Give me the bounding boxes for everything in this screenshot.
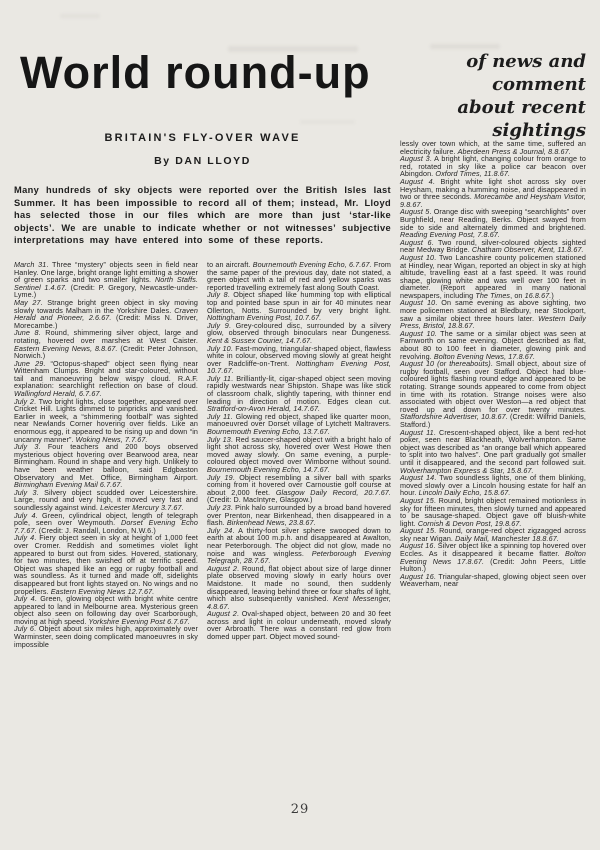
entry-emphasis-text: Eastern Evening News, 8.8.67. [14, 343, 118, 353]
sighting-entry [207, 375, 391, 413]
entry-emphasis-text: July 13 [207, 434, 231, 444]
entry-emphasis-text: March 31 [14, 259, 47, 269]
entry-emphasis-text: Nottingham Evening Post, 10.7.67. [207, 358, 391, 376]
entry-text: . Fast-moving, triangular-shaped object, flawless white in colour, observed moving slowly at great height over Radcliffe-on-Trent. [207, 343, 391, 368]
entry-emphasis-text: August 6 [400, 237, 432, 247]
entry-emphasis-text: July 11 [207, 373, 231, 383]
entry-text: . Two bright lights, close together, appeared over Cricket Hill. Lights dimmed to pinpricks and vanished. Earlier in week, a “shimmering football” was sighted near Newlands Corner hovering over fields. Like an enormous egg, it appeared to be rising up and down “in uncanny manner”. [14, 396, 198, 444]
entry-text: . Object about six miles high, approximately over Warminster, seen doing complicated manoeuvres in sky impossible [14, 624, 198, 649]
sighting-entry [400, 429, 586, 475]
entry-emphasis-text: North Staffs. Sentinel 1.4.67. [14, 275, 199, 292]
sighting-entry [400, 239, 586, 254]
entry-emphasis-text: August 15 [400, 495, 434, 505]
entry-text: . Small object, about size of rugby football, seen over Stafford. Object had blue-coloured lights flashing round edge and appeared to be rotating. Strange sounds appeared to come from object in time with its rotation. Strange noises were also associated with object over Weston—a red object that roved up and down for over twenty minutes. [400, 359, 586, 414]
entry-text: . Crescent-shaped object, like a bent red-hot poker, seen near Blackheath, Wolverhampton. Same object was described as “an orange ball which appeared to split into two halves”. One part gradually got smaller until it disappeared, and the second part followed suit. [400, 427, 586, 467]
entry-text: . Four teachers and 200 boys observed mysterious object hovering over Bearwood area, near Birmingham. Round in shape and very high. Unlikely to have been weather balloon, said Edgbaston Observatory and Met. Office, Birmingham Airport. [14, 442, 198, 482]
entry-emphasis-text: July 4 [14, 510, 36, 520]
masthead-subtitle [386, 50, 586, 142]
sighting-entry [207, 436, 391, 474]
entry-emphasis-text: August 10 [400, 252, 435, 262]
sighting-entry [14, 489, 198, 512]
subtitle-line-2: about recent sightings [457, 97, 586, 141]
entry-emphasis-text: Bournemouth Evening Echo, 6.7.67. [252, 259, 372, 269]
entry-text: . Glowing red object, shaped like quarter moon, manoeuvred over Dorset village of Lytchett Maltravers. [207, 411, 391, 429]
text-column-2 [207, 261, 391, 648]
entry-emphasis-text: Wallingford Herald, 6.7.67. [14, 389, 102, 399]
entry-emphasis-text: Western Daily Press, Bristol, 18.8.67. [400, 313, 586, 331]
sighting-entry [14, 443, 198, 489]
entry-text: ) [551, 290, 554, 300]
entry-emphasis-text: August 10 (or thereabouts) [400, 359, 491, 369]
sighting-entry [400, 178, 586, 208]
entry-emphasis-text: Wolverhampton Express & Star, 15.8.67. [400, 465, 534, 475]
sighting-entry [14, 329, 198, 359]
sighting-entry [207, 345, 391, 375]
entry-emphasis-text: Glasgow Daily Record, 20.7.67. [275, 487, 392, 497]
entry-text: . Silvery object scudded over Leicestershire. Large, round and very high, it moved very fast and soundlessly against wind. [14, 487, 198, 512]
sighting-entry [400, 527, 586, 542]
entry-emphasis-text: Chatham Observer, Kent, 11.8.67. [471, 245, 584, 255]
entry-emphasis-text: Bournemouth Evening Echo, 13.7.67. [207, 427, 330, 437]
entry-text: . Round, bright object remained motionless in sky for fifteen minutes, then slowly turned and appeared to be sausage-shaped. Object gave off bluish-white light. [400, 495, 586, 528]
sighting-entry [400, 360, 586, 428]
text-column-3 [400, 140, 586, 648]
entry-emphasis-text: July 10 [207, 343, 231, 353]
text-column-1 [14, 261, 198, 648]
sighting-entry [14, 512, 198, 535]
entry-emphasis-text: August 2 [207, 609, 237, 619]
entry-emphasis-text: The Times [475, 290, 511, 300]
entry-emphasis-text: August 4 [400, 176, 433, 186]
sighting-entry [207, 261, 391, 291]
entry-emphasis-text: Leicester Mercury 3.7.67. [100, 502, 184, 512]
entry-text: . Red saucer-shaped object with a bright halo of light shot across sky, hovered over West Howe then moved away slowly. On same evening, a purple-coloured object moved over Wimborne without sound. [207, 434, 391, 467]
sighting-entry [400, 330, 586, 360]
sighting-entry [207, 413, 391, 436]
entry-text: . Round, orange-red object zigzagged across sky near Wigan. [400, 526, 586, 543]
entry-emphasis-text: Oxford Times, 11.8.67. [435, 169, 511, 179]
entry-emphasis-text: Reading Evening Post, 7.8.67. [400, 230, 500, 240]
entry-emphasis-text: July 3 [14, 487, 37, 497]
entry-emphasis-text: Morecambe and Heysham Visitor, 9.8.67. [400, 192, 586, 209]
entry-text: . Object shaped like humming top with elliptical top and pointed base spun in air for 40 minutes near Ollerton, Notts. Surrounded by very bright light. [207, 290, 391, 315]
entry-emphasis-text: Eastern Evening News 12.7.67. [50, 586, 155, 596]
entry-text: . Triangular-shaped, glowing object seen over Weaverham, near [400, 571, 586, 589]
entry-emphasis-text: July 4 [14, 594, 35, 604]
entry-emphasis-text: Kent & Sussex Courier, 14.7.67. [207, 335, 313, 345]
entry-text: . Round, shimmering silver object, large and rotating, hovered over marshes at West Caister. [14, 328, 198, 345]
entry-emphasis-text: July 11 [207, 411, 231, 421]
entry-emphasis-text: July 2 [14, 396, 34, 406]
sighting-entry [14, 299, 198, 329]
entry-emphasis-text: Cornish & Devon Post, 19.8.67. [417, 518, 522, 528]
entry-emphasis-text: August 2 [207, 563, 238, 573]
article-headline: BRITAIN'S FLY-OVER WAVE [104, 132, 301, 144]
entry-emphasis-text: Aberdeen Press & Journal, 8.8.67. [457, 146, 571, 156]
entry-text: . Round, flat object about size of large dinner plate observed moving slowly in early hours over Maidstone. It made no sound, then suddenly disappeared, leaving behind three or four shafts of light, which also subsequently vanished. [207, 563, 392, 604]
sighting-entry [400, 497, 586, 527]
sighting-entry [207, 610, 391, 640]
entry-emphasis-text: July 23 [207, 502, 231, 512]
sighting-entry [207, 474, 391, 504]
entry-emphasis-text: July 9 [207, 320, 229, 330]
entry-text: . Green, cylindrical object, length of telegraph pole, seen over Weymouth. [14, 510, 198, 528]
sighting-entry [207, 565, 391, 611]
entry-text: . Bright white light shot across sky over Heysham, making a humming noise, and disappeared in two or three seconds. [400, 176, 586, 202]
entry-emphasis-text: May 27 [14, 297, 41, 307]
entry-emphasis-text: June 29 [14, 358, 44, 368]
sighting-entry [400, 474, 586, 497]
sighting-entry [14, 398, 198, 444]
sighting-entry [400, 155, 586, 178]
entry-text: (Credit: Peter Johnson, Norwich.) [14, 343, 198, 361]
entry-text: . Silver object like a spinning top hovered over Eccles. As it disappeared it became flatter. [400, 541, 586, 559]
sighting-entry [207, 322, 391, 345]
entry-text: . On same evening as above sighting, two more policemen stationed at Bledbury, near Stockport, saw a similar object three hours later. [400, 298, 586, 323]
page-number: 29 [290, 802, 310, 817]
entry-emphasis-text: July 24 [207, 525, 233, 535]
entry-text: to an aircraft. [207, 259, 253, 269]
entry-emphasis-text: Nottingham Evening Post, 10.7.67. [207, 313, 322, 323]
entry-text: . Fiery object seen in sky at height of 1,000 feet over Cromer. Reddish and sometimes violet light appeared to burst out from sides. Hovered, stationary, for two minutes, then swished off at terrific speed. Object was shaped like an egg or rugby football and was soundless. As it turned and made off, sidelights disappeared but front lights stayed on. No wings and no propellers. [14, 533, 198, 596]
entry-text: . Green, glowing object with bright white centre appeared to land in Melbourne area. Mysterious green object also seen on following day over Scarborough, moving at high speed. [14, 594, 198, 626]
sighting-entry [207, 527, 391, 565]
entry-emphasis-text: Peterborough Evening Telegraph, 28.7.67. [207, 548, 392, 566]
entry-text: From the same paper of the previous day, date not stated, a green object with a tail of red and yellow sparks was reported travelling extremely fast along South Coast. [207, 259, 391, 292]
entry-emphasis-text: Bournemouth Evening Echo, 14.7.67. [207, 465, 330, 474]
page-title: World round-up [20, 47, 371, 98]
sighting-entry [400, 208, 586, 238]
entry-text: . “Octopus-shaped” object seen flying near Wittenham Clumps. Bright and star-coloured, without tail and manoeuvring below wispy cloud. R.A.F. explanation: searchlight reflection on base of cloud. [14, 358, 199, 391]
entry-emphasis-text: August 15 [400, 526, 435, 536]
entry-text: (Credit: John Peers, Little Hulton.) [400, 556, 586, 574]
entry-text: . Oval-shaped object, between 20 and 30 feet across and light in colour underneath, moved slowly over Arbroath. There was a constant red glow from domed upper part. Object moved sound- [207, 609, 391, 642]
entry-text: . Brilliantly-lit, cigar-shaped object seen moving rapidly westwards near Shipston. Shape was like stick of classroom chalk, slightly tapering, with thinner end leading in direction of motion. Edges clean cut. [207, 373, 391, 406]
entry-emphasis-text: August 16 [400, 571, 434, 581]
entry-emphasis-text: 16.8.67. [524, 290, 552, 300]
article-body [14, 124, 586, 648]
entry-emphasis-text: August 16 [400, 541, 434, 551]
entry-text: . Two round, silver-coloured objects sighted near Medway Bridge. [400, 237, 587, 255]
entry-emphasis-text: Bolton Evening News, 17.8.67. [433, 351, 536, 361]
sighting-entry [14, 534, 198, 595]
entry-text: . Three “mystery” objects seen in field near Hanley. One large, bright orange light emitting a shower of green sparks and two smaller lights. [14, 259, 198, 285]
entry-text: (Credit: Miss N. Driver, Morecambe.) [14, 313, 198, 330]
entry-emphasis-text: June 8 [14, 328, 39, 338]
entry-text: . Object resembling a silver ball with sparks coming from it hovered over Carnoustie golf course at about 2,000 feet. [207, 472, 391, 497]
entry-text: . A bright light, changing colour from orange to red, rotated in sky like a police car beacon over Abingdon. [400, 154, 587, 179]
sighting-entry [400, 542, 586, 572]
sighting-entry [207, 504, 391, 527]
entry-text: . Pink halo surrounded by a broad band hovered over Prenton, near Birkenhead, then disappeared in a flash. [207, 502, 391, 528]
entry-text: (Credit: Wilfrid Daniels, Stafford.) [400, 412, 586, 429]
entry-emphasis-text: Stratford-on-Avon Herald, 14.7.67. [207, 404, 321, 414]
entry-text: . Grey-coloured disc, surrounded by a silvery glow, observed through binoculars near Dungeness. [207, 320, 391, 338]
left-article-block [14, 124, 391, 648]
entry-emphasis-text: August 10 [400, 328, 435, 338]
entry-text: (Credit: D. MacIntyre, Glasgow.) [207, 495, 313, 505]
entry-emphasis-text: July 3 [14, 442, 39, 452]
entry-text: . Two Lancashire county policemen stationed at Hindley, near Wigan, reported an object in sky at high altitude, travelling east at a fast speed. It was round shape, glowing white and was well over 100 feet in diameter. (Report appeared in many national newspapers, including [400, 252, 586, 300]
sighting-entry [400, 254, 586, 300]
entry-emphasis-text: Yorkshire Evening Post 6.7.67. [88, 616, 190, 626]
entry-text: lessly over town which, at the same time, suffered an electricity failure. [400, 139, 586, 156]
entry-emphasis-text: Bolton Evening News 17.8.67. [400, 549, 586, 566]
entry-emphasis-text: August 10 [400, 298, 436, 308]
two-column-area [14, 261, 391, 648]
sighting-entry [14, 261, 198, 299]
entry-emphasis-text: July 19 [207, 472, 233, 482]
entry-emphasis-text: July 4 [14, 533, 35, 543]
entry-text: , on [510, 290, 525, 300]
entry-emphasis-text: August 5 [400, 207, 430, 217]
entry-text: . Two soundless lights, one of them blinking, moved slowly over a Lincoln housing estate for half an hour. [400, 473, 586, 498]
entry-text: . The same or a similar object was seen at Farnworth on same evening. Object described as flat, about 80 to 100 feet in diameter, glowing pink and revolving. [400, 328, 586, 361]
sighting-entry [400, 573, 586, 588]
entry-emphasis-text: Birkenhead News, 23.8.67. [226, 518, 316, 528]
sighting-entry [14, 625, 198, 648]
entry-emphasis-text: Daily Mail, Manchester 18.8.67. [455, 533, 559, 543]
entry-emphasis-text: Lincoln Daily Echo, 15.8.67. [418, 488, 511, 498]
entry-text: (Credit: J. Randall, London, N.W.6.) [36, 525, 156, 535]
sighting-entry [400, 140, 586, 155]
entry-emphasis-text: Woking News, 7.7.67. [75, 434, 148, 444]
subtitle-line-1: of news and comment [466, 51, 586, 95]
sighting-entry [207, 291, 391, 321]
sighting-entry [14, 360, 198, 398]
entry-emphasis-text: July 6 [14, 624, 35, 634]
sighting-entry [14, 595, 198, 625]
entry-text: . A thirty-foot silver sphere swooped down to earth at about 100 m.p.h. and disappeared at Awalton, near Peterborough. The object did not glow, made no noise and was wingless. [207, 525, 391, 558]
article-byline: By DAN LLOYD [154, 155, 251, 167]
entry-emphasis-text: August 3 [400, 154, 430, 164]
entry-emphasis-text: August 11 [400, 427, 434, 437]
entry-emphasis-text: Dorset Evening Echo 7.7.67. [14, 518, 199, 535]
entry-emphasis-text: Craven Herald and Pioneer, 2.6.67. [14, 305, 198, 323]
entry-emphasis-text: July 8 [207, 290, 228, 300]
entry-text: . Orange disc with sweeping “searchlights” over Burghfield, near Reading, Berks. Object swayed from side to side and alternately dimmed and brightened. [400, 207, 586, 232]
entry-text: . Strange bright green object in sky moving slowly towards Malham in the Yorkshire Dales. [14, 297, 199, 315]
entry-emphasis-text: Kent Messenger, 4.8.67. [207, 594, 391, 611]
entry-emphasis-text: Birmingham Evening Mail 6.7.67. [14, 480, 123, 490]
entry-text: (Credit: P. Gregory, Newcastle-under-Lyme.) [14, 282, 198, 300]
sighting-entry [400, 299, 586, 329]
entry-emphasis-text: Staffordshire Advertiser, 10.8.67. [400, 412, 508, 422]
article-intro: Many hundreds of sky objects were reported over the British Isles last Summer. It has been impossible to record all of them; instead, Mr. Lloyd has selected those in our files which are more than just ‘star-like objects’. We are unable to indicate whether or not witnesses’ subjective interpretations may have entered into some of these reports. [14, 185, 391, 246]
entry-emphasis-text: August 14 [400, 473, 435, 483]
